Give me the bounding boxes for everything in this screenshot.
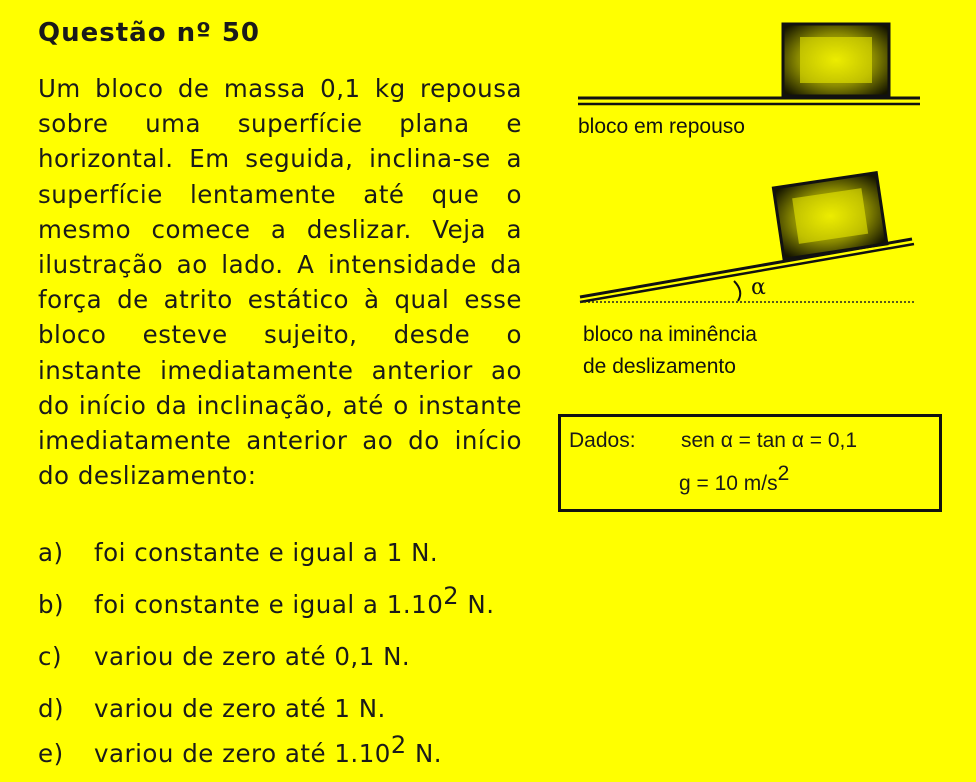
gravity-exponent: 2 <box>777 462 790 485</box>
option-letter: d) <box>38 694 65 723</box>
option-letter: c) <box>38 642 63 671</box>
given-gravity <box>679 462 790 496</box>
option-exponent: 2 <box>390 731 407 759</box>
question-title: Questão nº 50 <box>38 18 261 48</box>
angle-label: α <box>751 275 766 300</box>
option-letter: a) <box>38 538 64 567</box>
given-trig-values: sen α = tan α = 0,1 <box>681 429 858 452</box>
option-exponent: 2 <box>443 582 460 610</box>
inclined-surface <box>580 239 912 297</box>
option-letter: e) <box>38 739 64 768</box>
option-text: foi constante e igual a 1.10 <box>94 590 444 619</box>
question-stem: Um bloco de massa 0,1 kg repousa sobre uma superfície plana e horizontal. Em seguida, inclina-se a superfície lentamente até que o mesmo comece a deslizar. Veja a ilustração ao lado. A intensidade da força de atrito estático à qual esse bloco esteve sujeito, desde o instante imediatamente anterior ao do início da inclinação, até o instante imediatamente anterior ao do início do deslizamento: <box>38 74 522 491</box>
option-letter: b) <box>38 590 65 619</box>
given-data-label: Dados: <box>569 429 636 452</box>
caption-incline-line2: de deslizamento <box>583 355 736 378</box>
option-unit: N. <box>406 739 443 768</box>
option-text: variou de zero até 1 N. <box>94 694 386 723</box>
option-unit: N. <box>459 590 495 619</box>
given-data-box <box>558 414 942 512</box>
inclined-surface-edge <box>580 244 914 302</box>
option-text: foi constante e igual a 1 N. <box>94 538 439 567</box>
block-inner-face <box>800 37 872 83</box>
angle-arc <box>734 281 740 301</box>
caption-incline-line1: bloco na iminência <box>583 323 757 346</box>
option-text: variou de zero até 1.10 <box>94 739 391 768</box>
option-text: variou de zero até 0,1 N. <box>94 642 411 671</box>
gravity-value: g = 10 m/s <box>679 472 778 495</box>
caption-block-at-rest: bloco em repouso <box>578 115 745 138</box>
